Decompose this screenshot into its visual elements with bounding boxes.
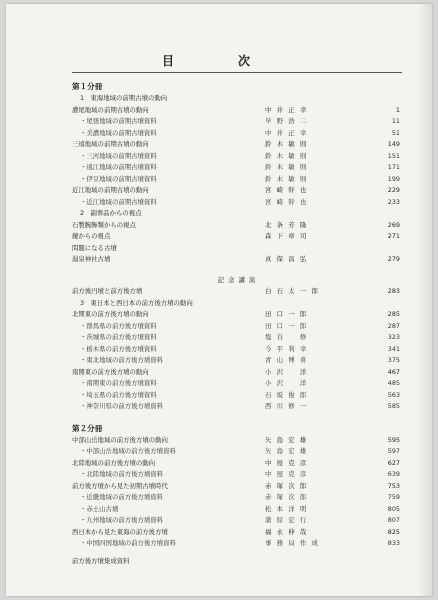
entry-page-number: 1 <box>395 105 400 114</box>
entry-page-number: 171 <box>387 163 400 171</box>
toc-entry <box>72 197 402 209</box>
entry-title: ・赤土山古墳 <box>80 504 119 513</box>
entry-author: 事 務 局 作 成 <box>265 539 320 547</box>
toc-entry <box>72 367 402 379</box>
entry-page-number: 595 <box>387 435 400 444</box>
entry-author: 松 本 洋 明 <box>265 504 308 513</box>
entry-author: 今 平 利 幸 <box>265 344 308 353</box>
entry-title: ・南関東の前方後方墳資料 <box>80 379 157 387</box>
section-heading <box>72 298 402 310</box>
book-page <box>6 4 432 596</box>
toc-entry <box>72 401 402 413</box>
entry-page-number: 51 <box>391 128 400 137</box>
toc-entry <box>72 446 402 458</box>
entry-page-number: 341 <box>387 344 400 353</box>
lecture-heading <box>72 275 402 287</box>
toc-entry <box>72 116 402 128</box>
section-heading <box>72 93 402 105</box>
volume-heading <box>72 422 402 435</box>
entry-page-number: 11 <box>391 117 400 125</box>
toc-entry <box>72 243 402 255</box>
entry-page-number: 753 <box>387 481 400 490</box>
entry-title: 濃尾地域の前期古墳の動向 <box>72 105 149 114</box>
entry-author: 北 条 芳 隆 <box>265 220 308 229</box>
entry-page-number: 323 <box>387 333 400 341</box>
entry-title: 第２分冊 <box>72 423 103 433</box>
entry-title: 西日本から見た東海の前方後方墳 <box>72 527 168 536</box>
entry-title: ・遠江地域の前期古墳資料 <box>80 163 157 171</box>
entry-author: 真 保 昌 弘 <box>265 255 308 263</box>
entry-title: 北関東の前方後方墳の動向 <box>72 310 149 318</box>
entry-author: 赤 塚 次 郎 <box>265 481 308 490</box>
toc-entry <box>72 286 402 298</box>
entry-page-number: 485 <box>387 379 400 387</box>
entry-page-number: 271 <box>387 232 400 240</box>
toc-entry <box>72 128 402 140</box>
entry-author: 矢 島 宏 雄 <box>265 435 308 444</box>
entry-author: 中 井 正 幸 <box>265 128 308 137</box>
entry-page-number: 467 <box>387 367 400 376</box>
entry-page-number: 563 <box>387 390 400 399</box>
toc-entry <box>72 515 402 527</box>
entry-title: 前方後方墳集成資料 <box>72 556 130 565</box>
entry-title: 近江地域の前期古墳の動向 <box>72 186 149 194</box>
entry-author: 福 永 伸 哉 <box>265 527 308 536</box>
entry-title: ・三河地域の前期古墳資料 <box>80 151 157 160</box>
entry-title: 記 念 講 演 <box>217 275 257 284</box>
entry-author: 石 坂 俊 郎 <box>265 390 308 399</box>
toc-entry <box>72 309 402 321</box>
entry-title: ・栃木県の前方後方墳資料 <box>80 344 157 353</box>
entry-author: 蒲 原 宏 行 <box>265 516 308 524</box>
entry-title: ・九州地域の前方後方墳資料 <box>80 516 164 524</box>
entry-author: 中 屋 克 彦 <box>265 470 308 478</box>
entry-page-number: 199 <box>387 174 400 183</box>
entry-author: 西 川 修 一 <box>265 402 308 410</box>
entry-title: ・近畿地域の前方後方墳資料 <box>80 493 164 501</box>
entry-page-number: 287 <box>387 321 400 330</box>
toc-entry <box>72 162 402 174</box>
entry-author: 早 野 浩 二 <box>265 117 308 125</box>
toc-entry <box>72 504 402 516</box>
entry-author: 鈴 木 敏 則 <box>265 174 308 183</box>
title-divider <box>72 72 402 73</box>
entry-author: 田 口 一 郎 <box>265 310 308 318</box>
toc-entry <box>72 492 402 504</box>
entry-title: 北陸地域の前方後方墳の動向 <box>72 458 156 467</box>
entry-page-number: 585 <box>387 402 400 410</box>
entry-title: 前方後方墳から見た初期古墳時代 <box>72 481 168 490</box>
entry-title: 2 副葬品からの視点 <box>80 209 142 217</box>
entry-author: 中 井 正 幸 <box>265 105 308 114</box>
entry-author: 鈴 木 敏 則 <box>265 151 308 160</box>
entry-title: 三遠地域の前期古墳の動向 <box>72 140 149 148</box>
entry-page-number: 805 <box>387 504 400 513</box>
toc-entry <box>72 469 402 481</box>
entry-title: 中部山岳地域の前方後方墳の動向 <box>72 435 168 444</box>
toc-entry <box>72 538 402 550</box>
entry-title: ・東北地域の前方後方墳資料 <box>80 356 164 364</box>
entry-author: 小 沢 洋 <box>265 379 308 387</box>
toc-entry <box>72 254 402 266</box>
entry-title: ・北陸地域の前方後方墳資料 <box>80 470 164 478</box>
table-of-contents <box>72 80 402 567</box>
entry-author: 宮 崎 幹 也 <box>265 197 308 206</box>
entry-author: 田 口 一 郎 <box>265 321 308 330</box>
entry-page-number: 807 <box>387 516 400 524</box>
entry-page-number: 233 <box>387 197 400 206</box>
entry-title: 3 東日本と西日本の前方後方墳の動向 <box>80 298 193 307</box>
page-title: 目 次 <box>161 54 276 68</box>
entry-title: ・伊豆地域の前期古墳資料 <box>80 174 157 183</box>
entry-title: ・埼玉県の前方後方墳資料 <box>80 390 157 399</box>
spacer <box>72 266 402 275</box>
toc-entry <box>72 151 402 163</box>
toc-entry <box>72 378 402 390</box>
toc-entry <box>72 435 402 447</box>
entry-title: ・近江地域の前期古墳資料 <box>80 197 157 206</box>
entry-author: 鈴 木 敏 則 <box>265 163 308 171</box>
entry-page-number: 759 <box>387 493 400 501</box>
toc-entry <box>72 556 402 568</box>
entry-author: 小 沢 洋 <box>265 367 308 376</box>
toc-entry <box>72 527 402 539</box>
entry-author: 矢 島 宏 雄 <box>265 447 308 455</box>
entry-page-number: 283 <box>387 287 400 295</box>
entry-title: ・中国四国地域の前方後方墳資料 <box>80 539 176 547</box>
entry-page-number: 279 <box>387 255 400 263</box>
entry-title: 鏡からの視点 <box>72 232 111 240</box>
toc-entry <box>72 220 402 232</box>
entry-title: ・茨城県の前方後方墳資料 <box>80 333 157 341</box>
toc-entry <box>72 390 402 402</box>
entry-author: 森 下 章 司 <box>265 232 308 240</box>
toc-entry <box>72 458 402 470</box>
toc-entry <box>72 321 402 333</box>
toc-entry <box>72 481 402 493</box>
entry-title: 湯泉神社古墳 <box>72 255 111 263</box>
spacer <box>72 413 402 422</box>
entry-title: ・中部山岳地域の前方後方墳資料 <box>80 447 176 455</box>
entry-page-number: 597 <box>387 447 400 455</box>
entry-page-number: 229 <box>387 186 400 194</box>
toc-entry <box>72 174 402 186</box>
entry-title: 問題になる古墳 <box>72 243 117 252</box>
entry-author: 塩 谷 修 <box>265 333 308 341</box>
entry-title: 1 東海地域の前期古墳の動向 <box>80 94 168 102</box>
entry-title: 第１分冊 <box>72 82 103 91</box>
toc-entry <box>72 105 402 117</box>
entry-title: 前方後円墳と前方後方墳 <box>72 287 143 295</box>
entry-author: 宮 崎 幹 也 <box>265 186 308 194</box>
toc-entry <box>72 231 402 243</box>
toc-entry <box>72 344 402 356</box>
entry-title: ・神奈川県の前方後方墳資料 <box>80 402 164 410</box>
entry-author: 青 山 博 喜 <box>265 356 308 364</box>
entry-title: 石製腕飾類からの視点 <box>72 220 136 229</box>
entry-page-number: 833 <box>387 539 400 547</box>
entry-title: ・群馬県の前方後方墳資料 <box>80 321 157 330</box>
entry-author: 白 石 太 一 郎 <box>265 287 320 295</box>
entry-title: ・尾張地域の前期古墳資料 <box>80 117 157 125</box>
entry-page-number: 149 <box>387 140 400 148</box>
entry-title: 南関東の前方後方墳の動向 <box>72 367 149 376</box>
toc-entry <box>72 139 402 151</box>
toc-entry <box>72 355 402 367</box>
toc-entry <box>72 332 402 344</box>
entry-page-number: 639 <box>387 470 400 478</box>
page-gutter-shadow <box>418 4 432 596</box>
entry-page-number: 285 <box>387 310 400 318</box>
entry-title: ・美濃地域の前期古墳資料 <box>80 128 157 137</box>
entry-page-number: 269 <box>387 220 400 229</box>
entry-page-number: 375 <box>387 356 400 364</box>
entry-author: 赤 塚 次 郎 <box>265 493 308 501</box>
entry-author: 中 屋 克 彦 <box>265 458 308 467</box>
entry-author: 鈴 木 敏 則 <box>265 140 308 148</box>
volume-heading <box>72 80 402 93</box>
section-heading <box>72 208 402 220</box>
toc-entry <box>72 185 402 197</box>
entry-page-number: 151 <box>387 151 400 160</box>
entry-page-number: 825 <box>387 527 400 536</box>
entry-page-number: 627 <box>387 458 400 467</box>
